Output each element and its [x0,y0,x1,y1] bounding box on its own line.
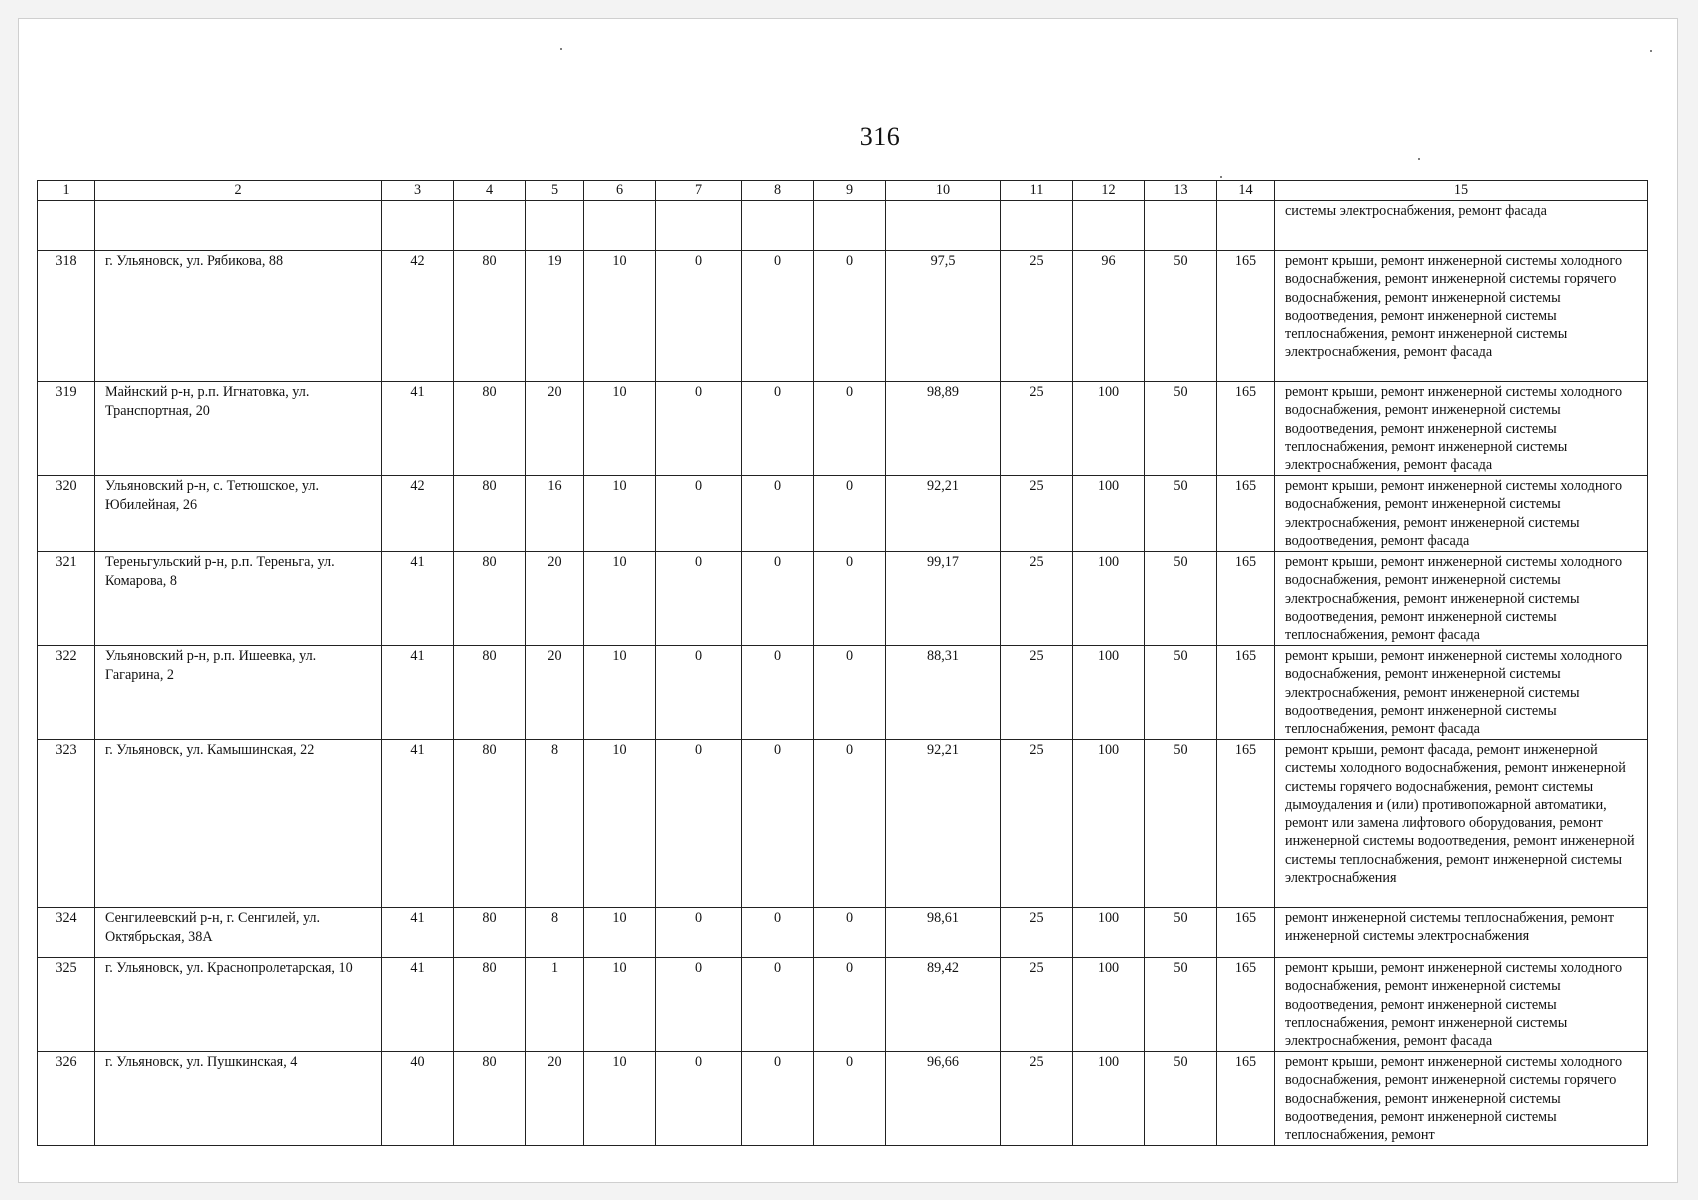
value-cell: 0 [656,740,742,908]
column-header: 12 [1073,181,1145,201]
value-cell: 16 [526,476,584,552]
value-cell: 0 [742,382,814,476]
value-cell: 80 [454,908,526,958]
value-cell: 99,17 [886,552,1001,646]
page-number: 316 [859,122,901,151]
value-cell: 50 [1145,958,1217,1052]
value-cell: 0 [814,740,886,908]
value-cell: 0 [656,552,742,646]
value-cell: 0 [742,740,814,908]
value-cell: 0 [742,646,814,740]
value-cell: 25 [1001,1052,1073,1146]
value-cell: 0 [814,908,886,958]
row-number: 323 [38,740,95,908]
works-cell: ремонт инженерной системы теплоснабжения, ремонт инженерной системы электроснабжения [1275,908,1648,958]
column-number-row [38,181,1648,201]
address-cell: г. Ульяновск, ул. Камышинская, 22 [95,740,382,908]
value-cell: 42 [382,476,454,552]
works-cell: системы электроснабжения, ремонт фасада [1275,201,1648,251]
value-cell: 20 [526,382,584,476]
row-number: 320 [38,476,95,552]
value-cell: 41 [382,646,454,740]
value-cell: 100 [1073,908,1145,958]
value-cell: 0 [742,476,814,552]
row-number: 324 [38,908,95,958]
row-number: 319 [38,382,95,476]
value-cell: 97,5 [886,251,1001,382]
column-header: 10 [886,181,1001,201]
value-cell: 80 [454,251,526,382]
value-cell: 0 [814,476,886,552]
value-cell: 25 [1001,646,1073,740]
value-cell: 50 [1145,476,1217,552]
address-cell: Ульяновский р-н, с. Тетюшское, ул. Юбилейная, 26 [95,476,382,552]
value-cell: 80 [454,740,526,908]
scan-speck [560,48,562,50]
address-cell: Сенгилеевский р-н, г. Сенгилей, ул. Октябрьская, 38А [95,908,382,958]
value-cell: 41 [382,552,454,646]
works-cell: ремонт крыши, ремонт инженерной системы холодного водоснабжения, ремонт инженерной системы электроснабжения, ремонт инженерной системы водоотведения, ремонт инженерной системы теплоснабжения, ремонт фасада [1275,646,1648,740]
works-table [37,180,1648,1146]
table-row [38,251,1648,382]
value-cell: 25 [1001,908,1073,958]
value-cell: 0 [656,476,742,552]
row-number: 326 [38,1052,95,1146]
value-cell: 88,31 [886,646,1001,740]
table-row [38,958,1648,1052]
value-cell: 80 [454,958,526,1052]
value-cell: 19 [526,251,584,382]
value-cell: 0 [742,958,814,1052]
value-cell: 50 [1145,251,1217,382]
value-cell: 80 [454,382,526,476]
table-row [38,1052,1648,1146]
value-cell: 0 [814,382,886,476]
column-header: 2 [95,181,382,201]
value-cell: 0 [656,382,742,476]
works-cell: ремонт крыши, ремонт инженерной системы холодного водоснабжения, ремонт инженерной системы горячего водоснабжения, ремонт инженерной системы водоотведения, ремонт инженерной системы теплоснабжения, ремонт [1275,1052,1648,1146]
value-cell: 0 [656,1052,742,1146]
value-cell: 10 [584,1052,656,1146]
row-number: 325 [38,958,95,1052]
value-cell: 0 [656,908,742,958]
value-cell: 50 [1145,1052,1217,1146]
value-cell: 0 [742,908,814,958]
value-cell: 10 [584,552,656,646]
address-cell: г. Ульяновск, ул. Краснопролетарская, 10 [95,958,382,1052]
value-cell: 92,21 [886,476,1001,552]
value-cell: 41 [382,908,454,958]
column-header: 14 [1217,181,1275,201]
value-cell: 0 [742,251,814,382]
value-cell: 0 [656,646,742,740]
value-cell: 41 [382,382,454,476]
value-cell: 8 [526,740,584,908]
value-cell: 165 [1217,740,1275,908]
value-cell: 92,21 [886,740,1001,908]
column-header: 6 [584,181,656,201]
value-cell: 165 [1217,476,1275,552]
value-cell: 165 [1217,251,1275,382]
works-cell: ремонт крыши, ремонт фасада, ремонт инженерной системы холодного водоснабжения, ремонт инженерной системы горячего водоснабжения, ремонт системы дымоудаления и (или) противопожарной автоматики, ремонт или замена лифтового оборудования, ремонт инженерной системы водоотведения, ремонт инженерной системы теплоснабжения, ремонт инженерной системы электроснабжения [1275,740,1648,908]
works-cell: ремонт крыши, ремонт инженерной системы холодного водоснабжения, ремонт инженерной системы электроснабжения, ремонт инженерной системы водоотведения, ремонт инженерной системы теплоснабжения, ремонт фасада [1275,552,1648,646]
value-cell: 100 [1073,552,1145,646]
value-cell: 0 [656,958,742,1052]
value-cell: 41 [382,958,454,1052]
works-cell: ремонт крыши, ремонт инженерной системы холодного водоснабжения, ремонт инженерной системы водоотведения, ремонт инженерной системы теплоснабжения, ремонт инженерной системы электроснабжения, ремонт фасада [1275,958,1648,1052]
value-cell: 42 [382,251,454,382]
value-cell: 25 [1001,552,1073,646]
scan-speck [1220,176,1222,178]
value-cell: 100 [1073,958,1145,1052]
value-cell: 0 [814,958,886,1052]
value-cell: 100 [1073,646,1145,740]
value-cell: 20 [526,646,584,740]
value-cell: 25 [1001,382,1073,476]
table-row [38,646,1648,740]
address-cell: г. Ульяновск, ул. Пушкинская, 4 [95,1052,382,1146]
value-cell: 100 [1073,1052,1145,1146]
value-cell: 80 [454,552,526,646]
works-cell: ремонт крыши, ремонт инженерной системы холодного водоснабжения, ремонт инженерной системы горячего водоснабжения, ремонт инженерной системы водоотведения, ремонт инженерной системы теплоснабжения, ремонт инженерной системы электроснабжения, ремонт фасада [1275,251,1648,382]
value-cell: 10 [584,382,656,476]
value-cell: 25 [1001,740,1073,908]
value-cell: 80 [454,646,526,740]
column-header: 15 [1275,181,1648,201]
value-cell: 10 [584,646,656,740]
value-cell: 98,89 [886,382,1001,476]
value-cell: 50 [1145,552,1217,646]
value-cell: 96,66 [886,1052,1001,1146]
column-header: 5 [526,181,584,201]
value-cell: 96 [1073,251,1145,382]
value-cell: 10 [584,740,656,908]
column-header: 3 [382,181,454,201]
table-row [38,382,1648,476]
value-cell: 25 [1001,958,1073,1052]
table-row [38,908,1648,958]
value-cell: 10 [584,251,656,382]
value-cell: 0 [814,552,886,646]
column-header: 4 [454,181,526,201]
value-cell: 25 [1001,476,1073,552]
value-cell: 98,61 [886,908,1001,958]
value-cell: 8 [526,908,584,958]
scan-speck [1650,50,1652,52]
value-cell: 0 [814,646,886,740]
table-row [38,476,1648,552]
value-cell: 165 [1217,646,1275,740]
value-cell: 10 [584,908,656,958]
value-cell: 0 [742,552,814,646]
row-number: 322 [38,646,95,740]
row-number: 321 [38,552,95,646]
value-cell: 0 [742,1052,814,1146]
value-cell: 165 [1217,382,1275,476]
row-number: 318 [38,251,95,382]
column-header: 13 [1145,181,1217,201]
value-cell: 10 [584,476,656,552]
value-cell: 89,42 [886,958,1001,1052]
value-cell: 20 [526,552,584,646]
continued-row [38,201,1648,251]
value-cell: 0 [814,251,886,382]
column-header: 8 [742,181,814,201]
value-cell: 100 [1073,476,1145,552]
value-cell: 1 [526,958,584,1052]
address-cell: г. Ульяновск, ул. Рябикова, 88 [95,251,382,382]
table-row [38,552,1648,646]
value-cell: 165 [1217,552,1275,646]
works-cell: ремонт крыши, ремонт инженерной системы холодного водоснабжения, ремонт инженерной системы электроснабжения, ремонт инженерной системы водоотведения, ремонт фасада [1275,476,1648,552]
value-cell: 10 [584,958,656,1052]
value-cell: 100 [1073,740,1145,908]
value-cell: 165 [1217,908,1275,958]
value-cell: 50 [1145,646,1217,740]
value-cell: 0 [814,1052,886,1146]
value-cell: 165 [1217,958,1275,1052]
value-cell: 20 [526,1052,584,1146]
column-header: 1 [38,181,95,201]
value-cell: 80 [454,476,526,552]
column-header: 9 [814,181,886,201]
table-row [38,740,1648,908]
value-cell: 50 [1145,382,1217,476]
value-cell: 50 [1145,740,1217,908]
column-header: 11 [1001,181,1073,201]
value-cell: 40 [382,1052,454,1146]
address-cell: Майнский р-н, р.п. Игнатовка, ул. Транспортная, 20 [95,382,382,476]
value-cell: 50 [1145,908,1217,958]
address-cell: Тереньгульский р-н, р.п. Тереньга, ул. Комарова, 8 [95,552,382,646]
value-cell: 0 [656,251,742,382]
value-cell: 80 [454,1052,526,1146]
column-header: 7 [656,181,742,201]
works-cell: ремонт крыши, ремонт инженерной системы холодного водоснабжения, ремонт инженерной системы водоотведения, ремонт инженерной системы теплоснабжения, ремонт инженерной системы электроснабжения, ремонт фасада [1275,382,1648,476]
scan-speck [1418,158,1420,160]
value-cell: 25 [1001,251,1073,382]
value-cell: 41 [382,740,454,908]
value-cell: 100 [1073,382,1145,476]
value-cell: 165 [1217,1052,1275,1146]
address-cell: Ульяновский р-н, р.п. Ишеевка, ул. Гагарина, 2 [95,646,382,740]
